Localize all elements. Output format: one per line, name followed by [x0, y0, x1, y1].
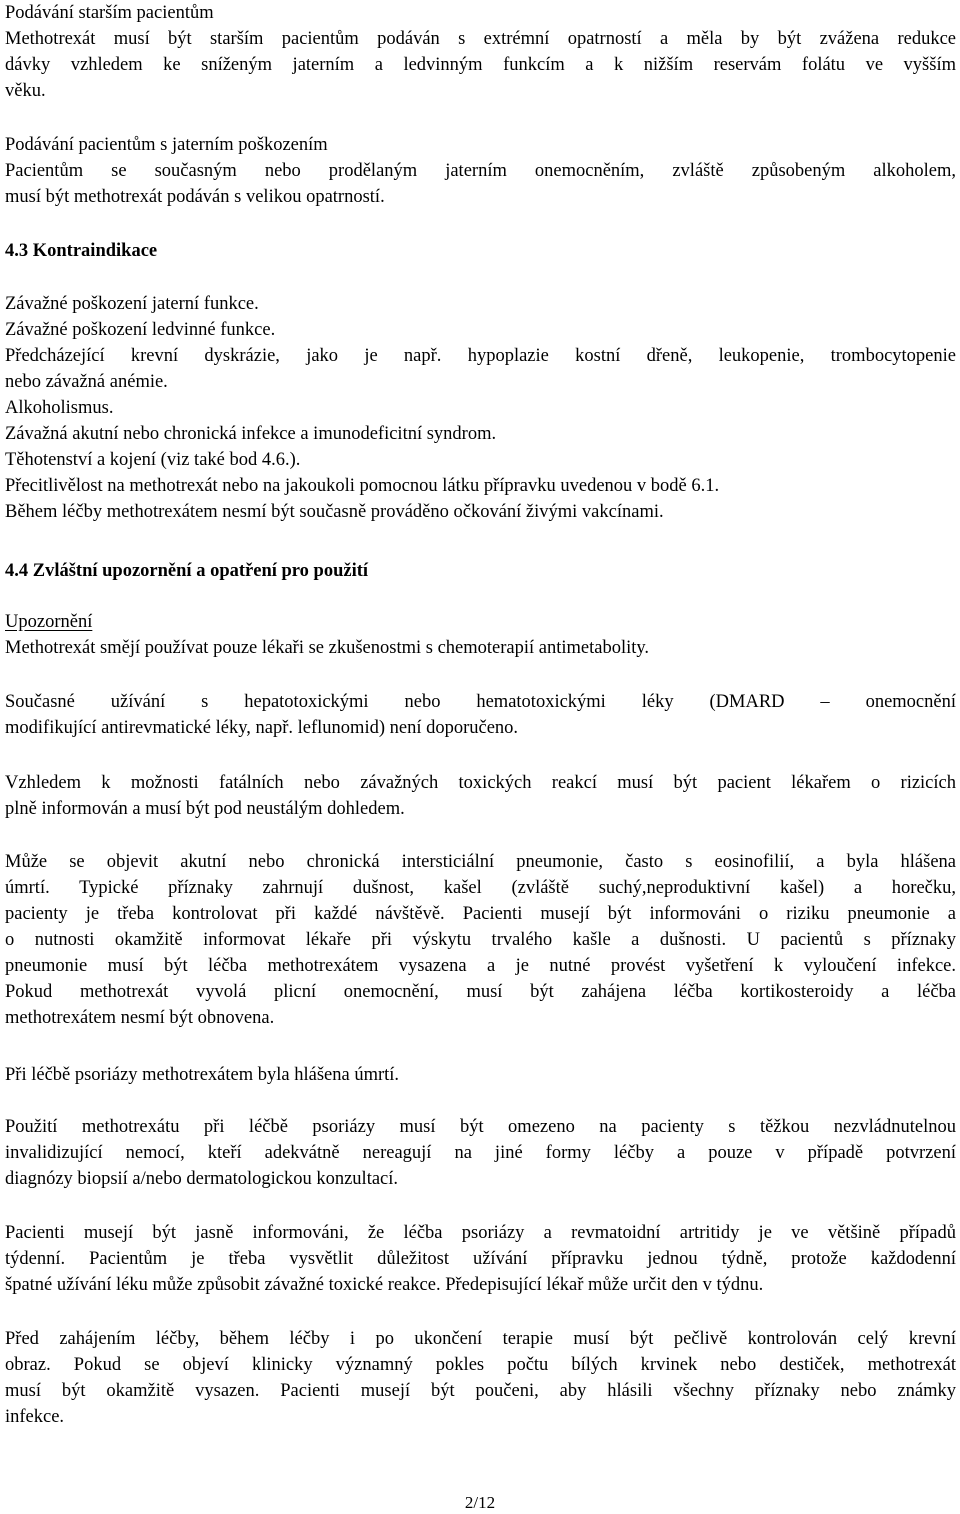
- text-line: Současné užívání s hepatotoxickými nebo hematotoxickými léky (DMARD – onemocnění: [5, 692, 956, 712]
- list-item: Těhotenství a kojení (viz také bod 4.6.).: [5, 450, 301, 470]
- section-elderly: [5, 0, 956, 104]
- page-number: 2/12: [464, 1493, 496, 1512]
- section-warnings: [5, 558, 956, 584]
- paragraph-blood-count: [5, 1326, 956, 1430]
- list-item: Závažné poškození jaterní funkce.: [5, 294, 259, 314]
- text-line: Před zahájením léčby, během léčby i po ukončení terapie musí být pečlivě kontrolován celý krevní: [5, 1329, 956, 1349]
- text-line: infekce.: [5, 1407, 65, 1427]
- text-line: Pokud methotrexát vyvolá plicní onemocnění, musí být zahájena léčba kortikosteroidy a léčba: [5, 982, 956, 1002]
- paragraph-weekly-dosing: [5, 1220, 956, 1298]
- section-contraindications: [5, 238, 956, 264]
- text-line: Pacientům se současným nebo prodělaným jaterním onemocněním, zvláště způsobeným alkoholem,: [5, 161, 956, 181]
- paragraph-pneumonia: [5, 849, 956, 1031]
- heading-contraindications: 4.3 Kontraindikace: [5, 241, 158, 261]
- list-item: Během léčby methotrexátem nesmí být současně prováděno očkování živými vakcínami.: [5, 502, 664, 522]
- text-line: o nutnosti okamžitě informovat lékaře při výskytu trvalého kašle a dušnosti. U pacientů s příznaky: [5, 930, 956, 950]
- text-line: věku.: [5, 81, 46, 101]
- list-item: Závažná akutní nebo chronická infekce a imunodeficitní syndrom.: [5, 424, 497, 444]
- text-line: Vzhledem k možnosti fatálních nebo závažných toxických reakcí musí být pacient lékařem o rizicích: [5, 773, 956, 793]
- text-line: obraz. Pokud se objeví klinicky významný pokles počtu bílých krvinek nebo destiček, methotrexát: [5, 1355, 956, 1375]
- text-line: Při léčbě psoriázy methotrexátem byla hlášena úmrtí.: [5, 1065, 400, 1085]
- heading-warnings: 4.4 Zvláštní upozornění a opatření pro použití: [5, 561, 369, 581]
- section-title-liver: Podávání pacientům s jaterním poškozením: [5, 135, 328, 155]
- warnings-block-1: [5, 609, 956, 661]
- text-line: musí být okamžitě vysazen. Pacienti musejí být poučeni, aby hlásili všechny příznaky nebo známky: [5, 1381, 956, 1401]
- text-line: dávky vzhledem ke sníženým jaterním a ledvinným funkcím a k nižším reservám folátu ve vyšším: [5, 55, 956, 75]
- list-item: Přecitlivělost na methotrexát nebo na jakoukoli pomocnou látku přípravku uvedenou v bodě 6.1.: [5, 476, 720, 496]
- section-title-elderly: Podávání starším pacientům: [5, 3, 214, 23]
- text-line: Může se objevit akutní nebo chronická intersticiální pneumonie, často s eosinofilií, a byla hlášena: [5, 852, 956, 872]
- section-liver: [5, 132, 956, 210]
- subtitle-upozorneni: Upozornění: [5, 612, 93, 632]
- text-line: Methotrexát smějí používat pouze lékaři se zkušenostmi s chemoterapií antimetabolity.: [5, 638, 650, 658]
- paragraph-dmard: [5, 689, 956, 741]
- list-item: nebo závažná anémie.: [5, 372, 168, 392]
- text-line: modifikující antirevmatické léky, např. leflunomid) není doporučeno.: [5, 718, 519, 738]
- text-line: Pacienti musejí být jasně informováni, že léčba psoriázy a revmatoidní artritidy je ve většině případů: [5, 1223, 956, 1243]
- list-item: Alkoholismus.: [5, 398, 114, 418]
- contraindications-list: [5, 291, 956, 525]
- text-line: invalidizující nemocí, kteří adekvátně nereagují na jiné formy léčby a pouze v případě potvrzení: [5, 1143, 956, 1163]
- text-line: špatné užívání léku může způsobit závažné toxické reakce. Předepisující lékař může určit den v týdnu.: [5, 1275, 764, 1295]
- paragraph-psoriasis-deaths: [5, 1062, 956, 1088]
- text-line: methotrexátem nesmí být obnovena.: [5, 1008, 275, 1028]
- text-line: úmrtí. Typické příznaky zahrnují dušnost, kašel (zvláště suchý,neproduktivní kašel) a horečku,: [5, 878, 956, 898]
- paragraph-toxic-reactions: [5, 770, 956, 822]
- list-item: Závažné poškození ledvinné funkce.: [5, 320, 276, 340]
- text-line: Použití methotrexátu při léčbě psoriázy musí být omezeno na pacienty s těžkou nezvládnutelnou: [5, 1117, 956, 1137]
- text-line: musí být methotrexát podáván s velikou opatrností.: [5, 187, 385, 207]
- text-line: týdenní. Pacientům je třeba vysvětlit důležitost užívání přípravku jednou týdně, protože každodenní: [5, 1249, 956, 1269]
- text-line: pacienty je třeba kontrolovat při každé návštěvě. Pacienti musejí být informováni o riziku pneumonie a: [5, 904, 956, 924]
- paragraph-psoriasis-use: [5, 1114, 956, 1192]
- text-line: plně informován a musí být pod neustálým dohledem.: [5, 799, 405, 819]
- text-line: pneumonie musí být léčba methotrexátem vysazena a je nutné provést vyšetření k vyloučení infekce.: [5, 956, 956, 976]
- list-item: Předcházející krevní dyskrázie, jako je např. hypoplazie kostní dřeně, leukopenie, trombocytopenie: [5, 346, 956, 366]
- text-line: diagnózy biopsií a/nebo dermatologickou konzultací.: [5, 1169, 399, 1189]
- text-line: Methotrexát musí být starším pacientům podáván s extrémní opatrností a měla by být zvážena redukce: [5, 29, 956, 49]
